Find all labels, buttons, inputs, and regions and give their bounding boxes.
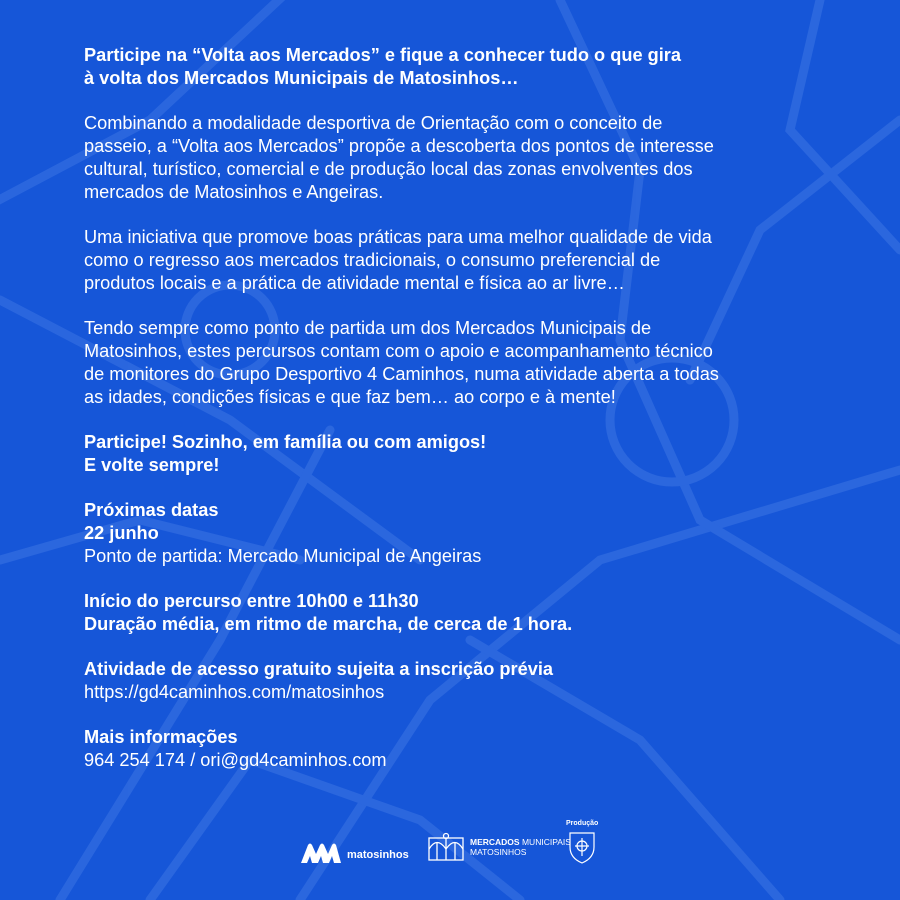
paragraph-initiative (84, 226, 844, 295)
schedule (84, 590, 844, 636)
main-text (84, 44, 844, 794)
call-to-action (84, 431, 844, 477)
market-building-icon (428, 832, 464, 862)
more-info-heading: Mais informações (84, 727, 238, 747)
mercados-logo-matosinhos: MATOSINHOS (470, 847, 527, 857)
matosinhos-logo-text: matosinhos (347, 849, 409, 861)
paragraph-line: Uma iniciativa que promove boas práticas para uma melhor qualidade de vida (84, 227, 712, 247)
producao-logo (566, 820, 598, 864)
intro-line: Participe na “Volta aos Mercados” e fique a conhecer tudo o que gira (84, 45, 681, 65)
paragraph-line: Matosinhos, estes percursos contam com o apoio e acompanhamento técnico (84, 341, 713, 361)
paragraph-orientation (84, 112, 844, 204)
mercados-logo-municipais: MUNICIPAIS (521, 837, 571, 847)
paragraph-line: passeio, a “Volta aos Mercados” propõe a descoberta dos pontos de interesse (84, 136, 714, 156)
mercados-logo-text (470, 837, 571, 857)
intro-line: à volta dos Mercados Municipais de Matosinhos… (84, 68, 519, 88)
cta-line: E volte sempre! (84, 455, 220, 475)
paragraph-routes (84, 317, 844, 409)
start-point: Ponto de partida: Mercado Municipal de Angeiras (84, 546, 482, 566)
paragraph-line: mercados de Matosinhos e Angeiras. (84, 182, 384, 202)
paragraph-line: produtos locais e a prática de atividade mental e física ao ar livre… (84, 273, 625, 293)
more-info (84, 726, 844, 772)
paragraph-line: de monitores do Grupo Desportivo 4 Caminhos, numa atividade aberta a todas (84, 364, 719, 384)
mercados-municipais-logo (428, 832, 571, 862)
next-dates-heading: Próximas datas (84, 500, 219, 520)
registration-heading: Atividade de acesso gratuito sujeita a inscrição prévia (84, 659, 554, 679)
schedule-line: Início do percurso entre 10h00 e 11h30 (84, 591, 419, 611)
paragraph-line: Combinando a modalidade desportiva de Orientação com o conceito de (84, 113, 663, 133)
paragraph-line: cultural, turístico, comercial e de produção local das zonas envolventes dos (84, 159, 693, 179)
next-date: 22 junho (84, 523, 159, 543)
shield-icon (568, 830, 596, 864)
footer-logos (0, 820, 900, 890)
registration-link[interactable]: https://gd4caminhos.com/matosinhos (84, 682, 385, 702)
paragraph-line: Tendo sempre como ponto de partida um dos Mercados Municipais de (84, 318, 652, 338)
mercados-logo-bold: MERCADOS (470, 837, 520, 847)
paragraph-line: as idades, condições físicas e que faz bem… ao corpo e à mente! (84, 387, 616, 407)
producao-label: Produção (566, 820, 599, 827)
matosinhos-logo (300, 842, 409, 864)
paragraph-line: como o regresso aos mercados tradicionais, o consumo preferencial de (84, 250, 661, 270)
next-dates (84, 499, 844, 568)
matosinhos-m-icon (300, 842, 342, 864)
cta-line: Participe! Sozinho, em família ou com amigos! (84, 432, 487, 452)
registration (84, 658, 844, 704)
intro-block (84, 44, 844, 90)
contact-info: 964 254 174 / ori@gd4caminhos.com (84, 750, 387, 770)
schedule-line: Duração média, em ritmo de marcha, de cerca de 1 hora. (84, 614, 573, 634)
